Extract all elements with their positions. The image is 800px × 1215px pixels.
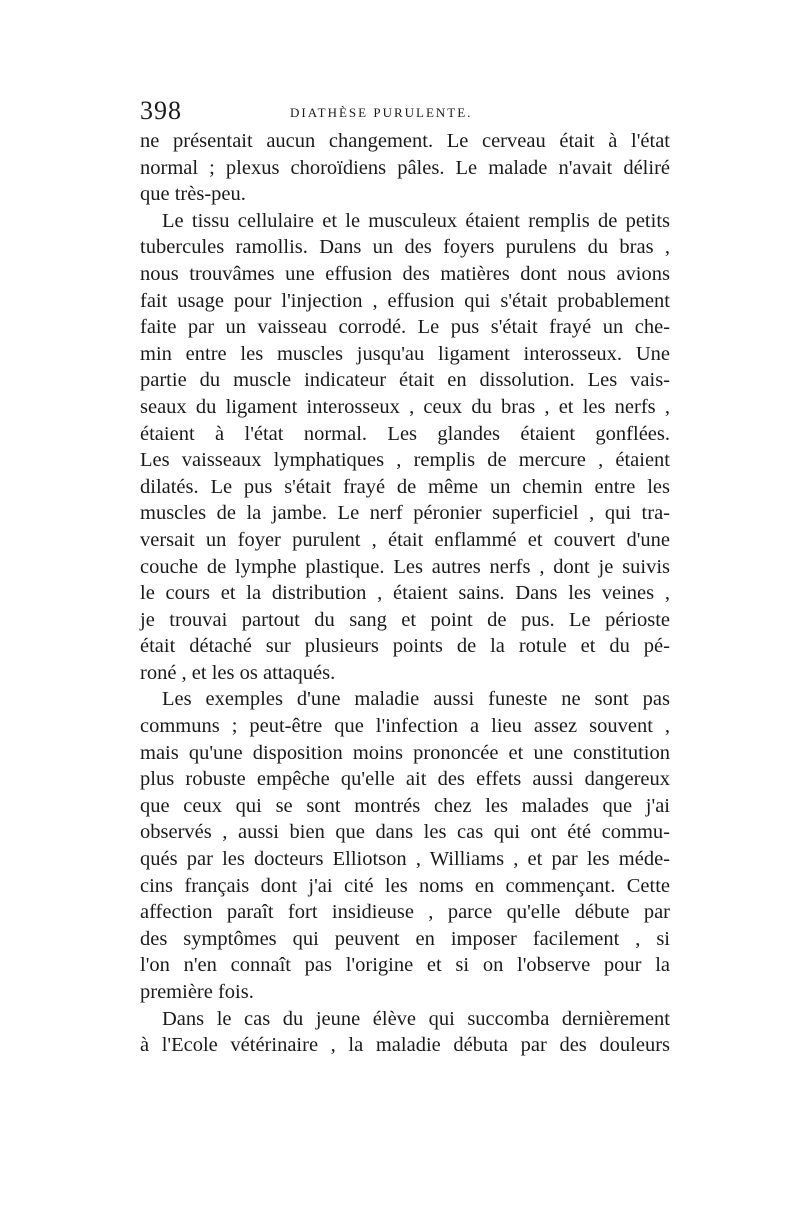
text-line: que ceux qui se sont montrés chez les malades que j'ai bbox=[140, 794, 670, 817]
text-line: première fois. bbox=[140, 981, 254, 1003]
text-line: partie du muscle indicateur était en dissolution. Les vais- bbox=[140, 369, 670, 392]
text-line: dilatés. Le pus s'était frayé de même un chemin entre les bbox=[140, 475, 670, 498]
paragraph-start-line: Le tissu cellulaire et le musculeux étaient remplis de petits bbox=[162, 209, 670, 232]
text-line: qués par les docteurs Elliotson , Williams , et par les méde- bbox=[140, 848, 670, 871]
text-line: tubercules ramollis. Dans un des foyers purulens du bras , bbox=[140, 236, 670, 259]
text-line: que très-peu. bbox=[140, 183, 246, 206]
text-line: à l'Ecole vétérinaire , la maladie débuta par des douleurs bbox=[140, 1034, 670, 1057]
text-line: versait un foyer purulent , était enflammé et couvert d'une bbox=[140, 528, 670, 551]
text-line: ne présentait aucun changement. Le cerveau était à l'état bbox=[140, 130, 670, 152]
text-line: étaient à l'état normal. Les glandes étaient gonflées. bbox=[140, 422, 670, 445]
text-line: mais qu'une disposition moins prononcée et une constitution bbox=[140, 741, 670, 764]
text-line: nous trouvâmes une effusion des matières dont nous avions bbox=[140, 262, 670, 285]
text-line: l'on n'en connaît pas l'origine et si on l'observe pour la bbox=[140, 954, 670, 977]
text-line: affection paraît fort insidieuse , parce qu'elle débute par bbox=[140, 901, 670, 924]
text-line: min entre les muscles jusqu'au ligament interosseux. Une bbox=[140, 342, 670, 365]
text-line: normal ; plexus choroïdiens pâles. Le malade n'avait déliré bbox=[140, 156, 670, 179]
text-line: observés , aussi bien que dans les cas qui ont été commu- bbox=[140, 821, 670, 844]
page-number: 398 bbox=[140, 96, 182, 125]
paragraph-start-line: Les exemples d'une maladie aussi funeste ne sont pas bbox=[162, 688, 670, 711]
text-line: muscles de la jambe. Le nerf péronier superficiel , qui tra- bbox=[140, 502, 670, 525]
text-line: cins français dont j'ai cité les noms en commençant. Cette bbox=[140, 874, 670, 897]
text-line: faite par un vaisseau corrodé. Le pus s'était frayé un che- bbox=[140, 316, 670, 339]
text-line: je trouvai partout du sang et point de pus. Le périoste bbox=[140, 608, 670, 631]
text-line: seaux du ligament interosseux , ceux du bras , et les nerfs , bbox=[140, 395, 670, 418]
text-line: communs ; peut-être que l'infection a lieu assez souvent , bbox=[140, 715, 670, 738]
text-line: était détaché sur plusieurs points de la rotule et du pé- bbox=[140, 635, 670, 658]
paragraph-start-line: Dans le cas du jeune élève qui succomba dernièrement bbox=[162, 1007, 670, 1030]
text-line: plus robuste empêche qu'elle ait des effets aussi dangereux bbox=[140, 768, 670, 791]
text-line: couche de lymphe plastique. Les autres nerfs , dont je suivis bbox=[140, 555, 670, 578]
text-line: fait usage pour l'injection , effusion qui s'était probablement bbox=[140, 289, 670, 312]
body-text bbox=[140, 128, 670, 1059]
running-title: DIATHÈSE PURULENTE. bbox=[290, 105, 473, 120]
text-line: le cours et la distribution , étaient sains. Dans les veines , bbox=[140, 582, 670, 605]
page-header bbox=[140, 96, 660, 126]
text-line: roné , et les os attaqués. bbox=[140, 661, 336, 684]
text-line: Les vaisseaux lymphatiques , remplis de mercure , étaient bbox=[140, 449, 670, 472]
text-line: des symptômes qui peuvent en imposer facilement , si bbox=[140, 927, 670, 950]
